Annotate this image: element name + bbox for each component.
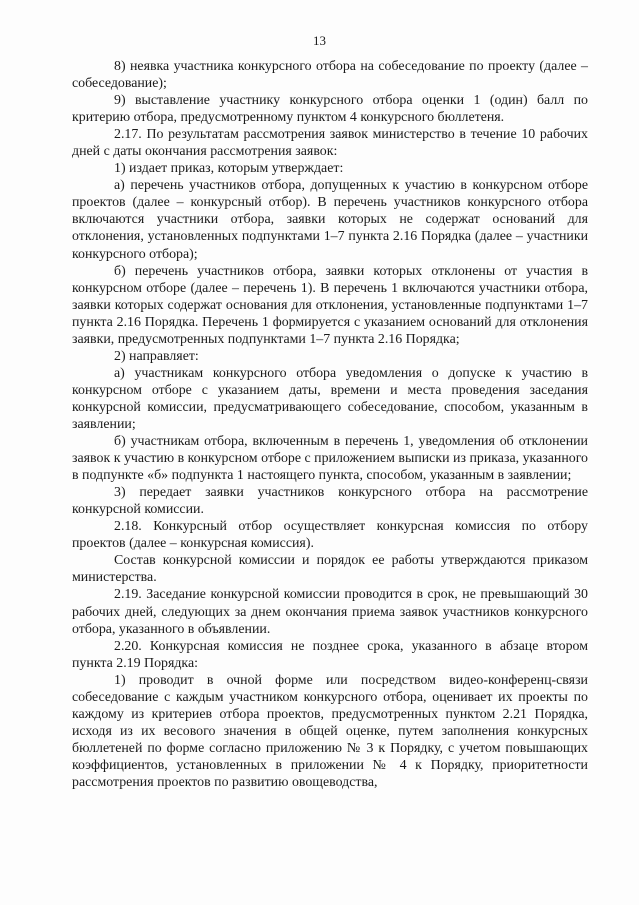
paragraph-2-19: 2.19. Заседание конкурсной комиссии проводится в срок, не превышающий 30 рабочих дней, следующих за днем окончания приема заявок участников конкурсного отбора, указанного в объявлении. xyxy=(72,587,588,637)
paragraph-2-17-item-1: 1) издает приказ, которым утверждает: xyxy=(114,161,344,177)
document-body xyxy=(72,58,588,791)
paragraph-2-18: 2.18. Конкурсный отбор осуществляет конкурсная комиссия по отбору проектов (далее – конкурсная комиссия). xyxy=(72,519,588,552)
paragraph-clause-9: 9) выставление участнику конкурсного отбора оценки 1 (один) балл по критерию отбора, предусмотренному пунктом 4 конкурсного бюллетеня. xyxy=(72,93,588,126)
paragraph-2-17-item-2: 2) направляет: xyxy=(114,348,199,364)
paragraph-2-17-item-2a: а) участникам конкурсного отбора уведомления о допуске к участию в конкурсном отборе с указанием даты, времени и места проведения заседания конкурсной комиссии, предусматривающего собеседование, способом, указанным в заявлении; xyxy=(72,365,588,432)
paragraph-2-20-item-1: 1) проводит в очной форме или посредством видео-конференц-связи собеседование с каждым участником конкурсного отбора, оценивает их проекты по каждому из критериев отбора проектов, предусмотренных пунктом 2.21 Порядка, исходя из их весового значения в общей оценке, путем заполнения конкурсных бюллетеней по форме согласно приложению № 3 к Порядку, с учетом повышающих коэффициентов, установленных в приложении № 4 к Порядку, приоритетности рассмотрения проектов по развитию овощеводства, xyxy=(72,672,588,790)
paragraph-2-17-item-1b: б) перечень участников отбора, заявки которых отклонены от участия в конкурсном отборе (далее – перечень 1). В перечень 1 включаются участники отбора, заявки которых содержат основания для отклонения, установленные подпунктами 1–7 пункта 2.16 Порядка. Перечень 1 формируется с указанием оснований для отклонения заявки, предусмотренных подпунктами 1–7 пункта 2.16 Порядка; xyxy=(72,263,588,347)
paragraph-2-17: 2.17. По результатам рассмотрения заявок министерство в течение 10 рабочих дней с даты окончания рассмотрения заявок: xyxy=(72,127,588,160)
paragraph-clause-8: 8) неявка участника конкурсного отбора на собеседование по проекту (далее – собеседование); xyxy=(72,59,588,92)
paragraph-2-17-item-2b: б) участникам отбора, включенным в перечень 1, уведомления об отклонении заявок к участию в конкурсном отборе с приложением выписки из приказа, указанного в подпункте «б» подпункта 1 настоящего пункта, способом, указанным в заявлении; xyxy=(72,434,588,484)
paragraph-2-20: 2.20. Конкурсная комиссия не позднее срока, указанного в абзаце втором пункта 2.19 Порядка: xyxy=(72,638,588,671)
paragraph-2-18-commission: Состав конкурсной комиссии и порядок ее работы утверждаются приказом министерства. xyxy=(72,553,588,586)
paragraph-2-17-item-3: 3) передает заявки участников конкурсного отбора на рассмотрение конкурсной комиссии. xyxy=(72,485,588,518)
paragraph-2-17-item-1a: а) перечень участников отбора, допущенных к участию в конкурсном отборе проектов (далее – конкурсный отбор). В перечень участников конкурсного отбора включаются участники отбора, заявки которых не содержат оснований для отклонения, установленных подпунктами 1–7 пункта 2.16 Порядка (далее – участники конкурсного отбора); xyxy=(72,178,588,262)
page-number: 13 xyxy=(313,33,326,48)
